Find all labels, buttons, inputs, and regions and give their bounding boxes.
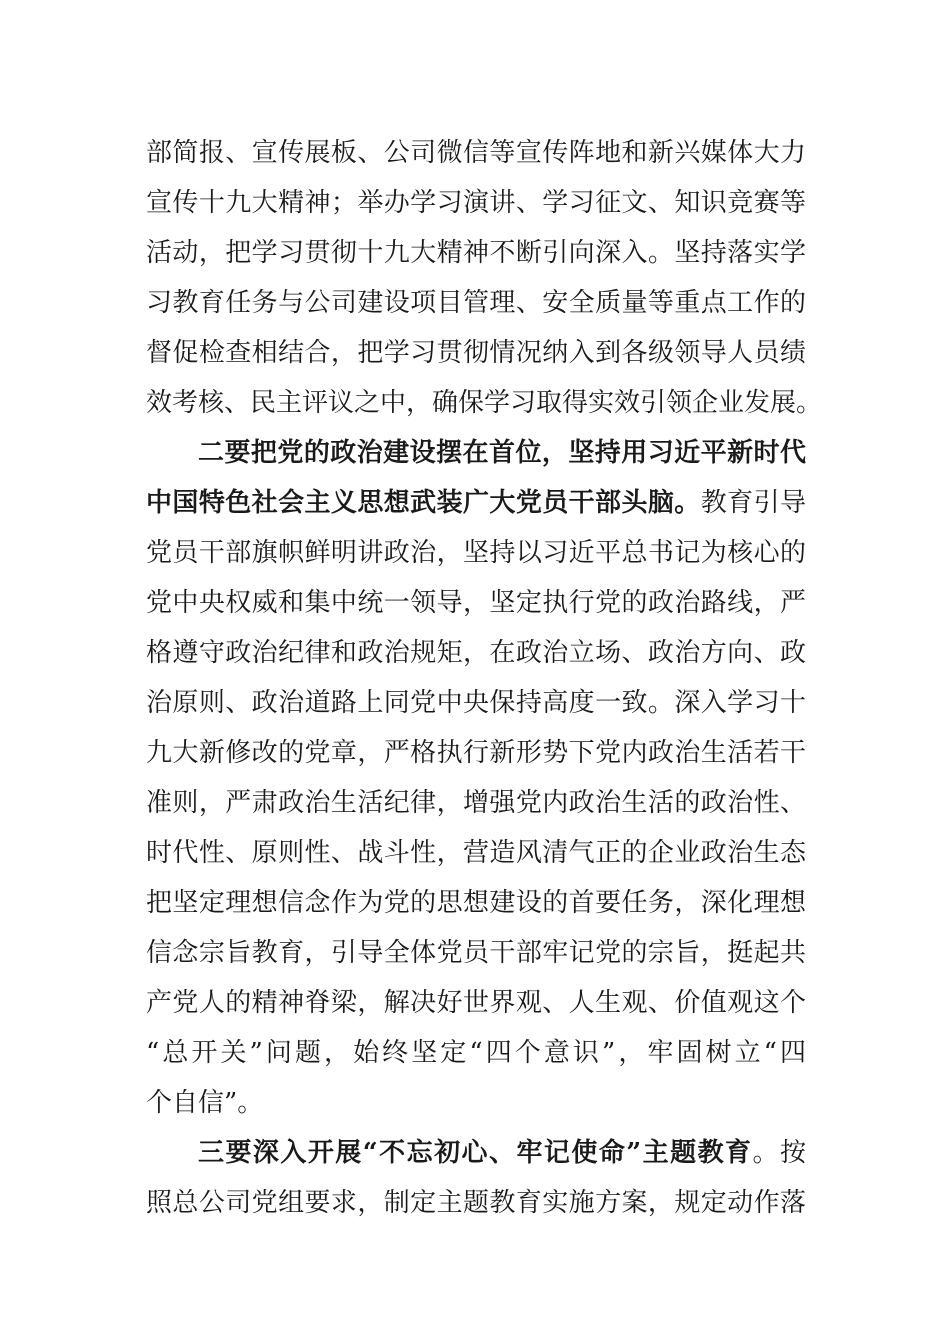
paragraph-3-heading-rest: 。按 [752, 1138, 806, 1168]
paragraph-2-line-12: 个自信”。 [146, 1088, 264, 1118]
paragraph-1-line-6: 效考核、民主评议之中，确保学习取得实效引领企业发展。 [146, 388, 823, 418]
paragraph-2-line-3: 格遵守政治纪律和政治规矩，在政治立场、政治方向、政 [146, 638, 806, 668]
paragraph-2-line-11: “总开关”问题，始终坚定“四个意识”，牢固树立“四 [146, 1038, 806, 1068]
paragraph-2-line-1: 党员干部旗帜鲜明讲政治，坚持以习近平总书记为核心的 [146, 538, 806, 568]
paragraph-2-line-6: 准则，严肃政治生活纪律，增强党内政治生活的政治性、 [146, 788, 806, 818]
paragraph-2-heading-line-2 [146, 478, 806, 528]
paragraph-2-line-5: 九大新修改的党章，严格执行新形势下党内政治生活若干 [146, 738, 806, 768]
paragraph-1-line-4: 习教育任务与公司建设项目管理、安全质量等重点工作的 [146, 288, 806, 318]
paragraph-3-heading-line [198, 1128, 806, 1178]
paragraph-3-line-1: 照总公司党组要求，制定主题教育实施方案，规定动作落 [146, 1188, 806, 1218]
paragraph-1-line-5: 督促检查相结合，把学习贯彻情况纳入到各级领导人员绩 [146, 338, 806, 368]
paragraph-2-heading-line-1: 二要把党的政治建设摆在首位，坚持用习近平新时代 [198, 438, 806, 468]
paragraph-1-line-3: 活动，把学习贯彻十九大精神不断引向深入。坚持落实学 [146, 238, 806, 268]
paragraph-3-heading-bold: 三要深入开展“不忘初心、牢记使命”主题教育 [198, 1138, 753, 1168]
paragraph-2-line-7: 时代性、原则性、战斗性，营造风清气正的企业政治生态 [146, 838, 806, 868]
paragraph-2-heading-bold: 中国特色社会主义思想武装广大党员干部头脑。 [146, 488, 701, 518]
paragraph-2-heading-rest: 教育引导 [700, 488, 806, 518]
paragraph-2-line-2: 党中央权威和集中统一领导，坚定执行党的政治路线，严 [146, 588, 806, 618]
paragraph-2-line-9: 信念宗旨教育，引导全体党员干部牢记党的宗旨，挺起共 [146, 938, 806, 968]
paragraph-2-line-4: 治原则、政治道路上同党中央保持高度一致。深入学习十 [146, 688, 806, 718]
paragraph-1-line-1: 部简报、宣传展板、公司微信等宣传阵地和新兴媒体大力 [146, 138, 806, 168]
paragraph-2-line-8: 把坚定理想信念作为党的思想建设的首要任务，深化理想 [146, 888, 806, 918]
paragraph-2-line-10: 产党人的精神脊梁，解决好世界观、人生观、价值观这个 [146, 988, 806, 1018]
paragraph-1-line-2: 宣传十九大精神；举办学习演讲、学习征文、知识竞赛等 [146, 188, 806, 218]
